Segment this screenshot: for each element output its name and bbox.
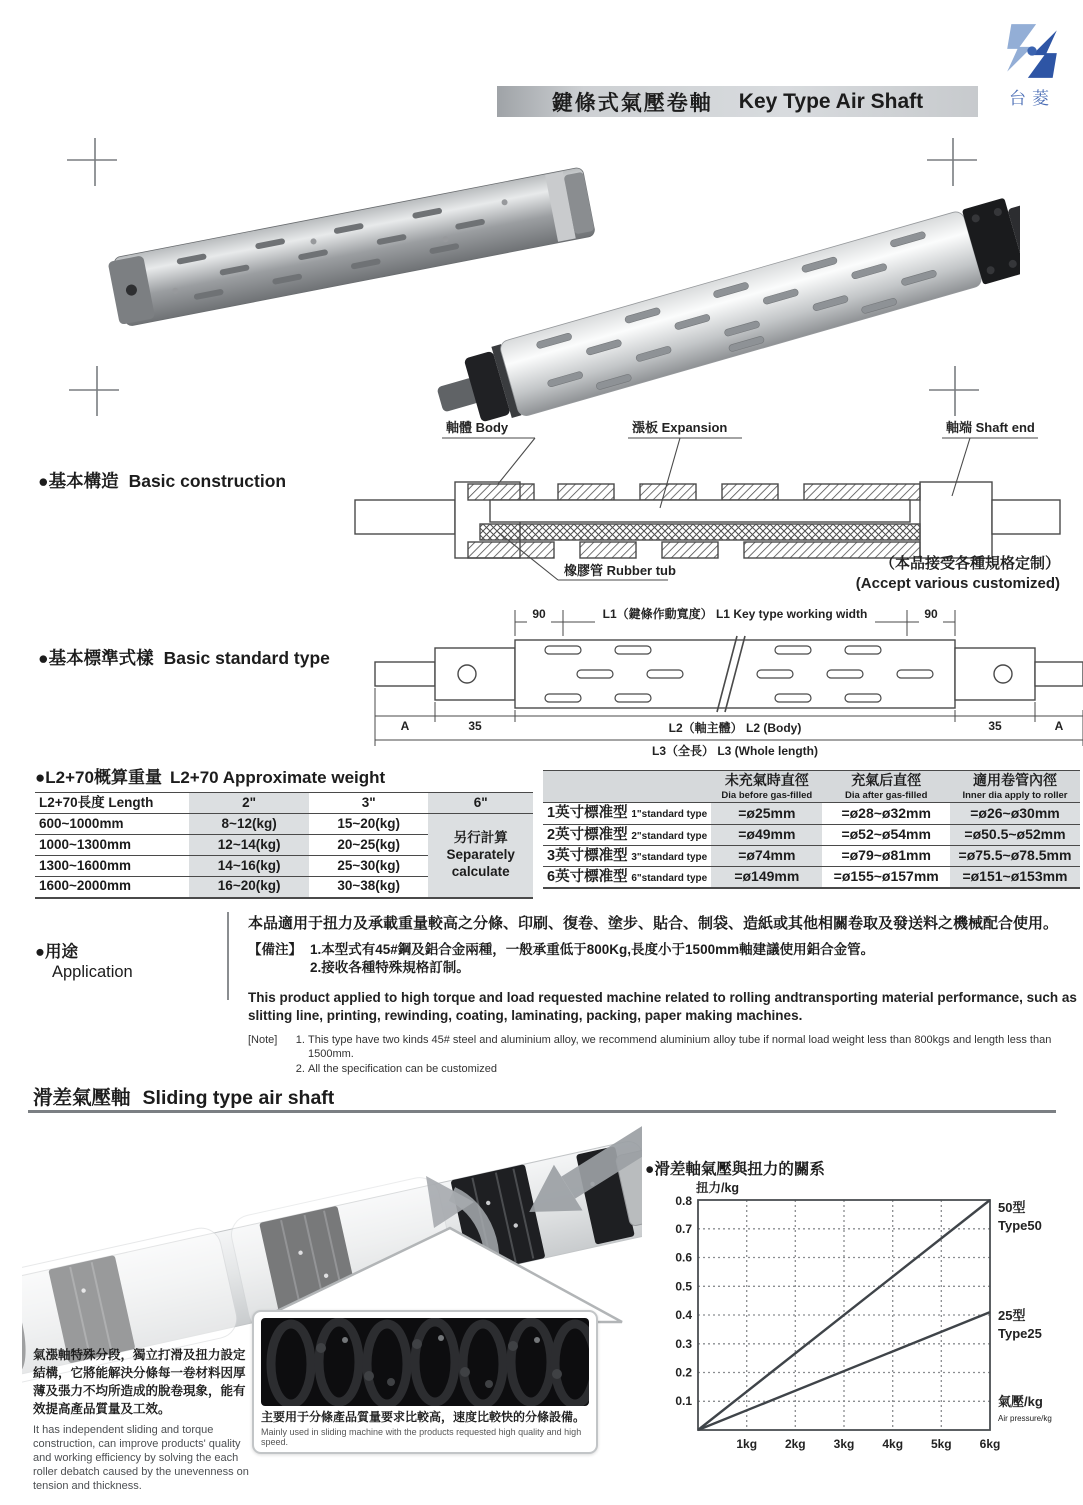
label-rubber-tub: 橡膠管 Rubber tub [564, 563, 676, 578]
weight-table-title [35, 763, 385, 788]
table-cell: =ø25mm [711, 803, 822, 824]
dim-a-left: A [400, 719, 410, 733]
col-header: L2+70長度 Length [35, 793, 189, 814]
application-note-zh: 【備注】 1.本型式有45#鋼及鋁合金兩種，一般承重低于800Kg,長度小于1500mm軸建議使用鋁合金管。 2.接收各種特殊規格訂制。 [248, 942, 875, 976]
table-cell: 30~38(kg) [309, 877, 429, 898]
table-cell: =ø151~ø153mm [950, 866, 1080, 888]
dim-a-right: A [1054, 719, 1064, 733]
application-zh: 本品適用于扭力及承載重量較高之分條、印刷、復卷、塗步、貼合、制袋、造紙或其他相關卷取及發送料之機械配合使用。 [248, 915, 1059, 932]
col-header: 6" [428, 793, 533, 814]
table-cell: 20~25(kg) [309, 835, 429, 856]
table-cell: =ø79~ø81mm [822, 845, 950, 866]
dim-35-left: 35 [468, 719, 482, 733]
series-line [698, 1312, 990, 1430]
x-tick: 3kg [833, 1437, 855, 1451]
weight-table [35, 792, 533, 899]
merged-cell: 另行計算 Separately calculate [428, 814, 533, 898]
section-basic-standard-title [38, 645, 330, 670]
table-cell: 15~20(kg) [309, 814, 429, 835]
col-header: 適用卷管內徑 Inner dia apply to roller [950, 771, 1080, 803]
table-cell: 25~30(kg) [309, 856, 429, 877]
legend-type25-en: Type25 [998, 1326, 1042, 1341]
table-cell: =ø50.5~ø52mm [950, 824, 1080, 845]
y-tick: 0.8 [675, 1194, 692, 1208]
y-axis-label: 扭力/kg [696, 1181, 740, 1195]
inset-caption-en: Mainly used in sliding machine with the products requested high quality and high speed. [261, 1426, 582, 1447]
x-tick: 1kg [736, 1437, 758, 1451]
col-header-empty [543, 771, 711, 803]
section-title-en: Basic standard type [163, 648, 330, 668]
section-sliding-title: 滑差氣壓軸 Sliding type air shaft [33, 1087, 335, 1109]
sliding-description-zh: 氣漲軸特殊分段，獨立打滑及扭力設定結構，它將能解決分條每一卷材料因厚薄及張力不均所造成的脫卷現象，能有效提高產品質量及工效。 [33, 1348, 246, 1417]
row-label: 6英寸標准型 6"standard type [543, 866, 711, 888]
table-cell: =ø75.5~ø78.5mm [950, 845, 1080, 866]
col-header: 3" [309, 793, 429, 814]
dim-l2: L2（軸主體） L2 (Body) [668, 721, 802, 735]
brand-logo [986, 20, 1078, 109]
table-cell: 16~20(kg) [189, 877, 309, 898]
table-row [543, 866, 1080, 888]
label-shaft-end: 軸端 Shaft end [946, 420, 1035, 435]
table-cell: 1600~2000mm [35, 877, 189, 898]
x-axis-label-en: Air pressure/kg [998, 1414, 1052, 1423]
x-tick: 6kg [979, 1437, 1001, 1451]
table-header-row [35, 793, 533, 814]
table-cell: 8~12(kg) [189, 814, 309, 835]
sliding-description [33, 1346, 255, 1493]
table-cell: 14~16(kg) [189, 856, 309, 877]
x-tick: 4kg [882, 1437, 904, 1451]
section-title-en: Basic construction [128, 471, 287, 491]
weight-table-title-en: L2+70 Approximate weight [169, 768, 386, 787]
brand-logo-text: 台菱 [1009, 89, 1055, 108]
y-tick: 0.5 [675, 1279, 692, 1294]
torque-pressure-chart [650, 1180, 1082, 1462]
x-tick: 5kg [930, 1437, 952, 1451]
table-row [543, 824, 1080, 845]
row-label: 1英寸標准型 1"standard type [543, 803, 711, 824]
dim-l1: L1（鍵條作動寬度） L1 Key type working width [602, 607, 868, 621]
page-title-zh: 鍵條式氣壓卷軸 [551, 91, 713, 115]
dim-90-right: 90 [924, 607, 938, 621]
inset-caption-zh: 主要用于分條產品質量要求比較高，速度比較快的分條設備。 [261, 1410, 586, 1424]
section-application-title-en: Application [52, 963, 133, 981]
table-header-row [543, 771, 1080, 803]
table-cell: =ø74mm [711, 845, 822, 866]
y-tick: 0.6 [675, 1250, 692, 1265]
table-cell: 1000~1300mm [35, 835, 189, 856]
product-photo [55, 138, 1020, 428]
row-label: 2英寸標准型 2"standard type [543, 824, 711, 845]
x-axis-label-zh: 氣壓/kg [998, 1394, 1043, 1409]
customized-note-en: (Accept various customized) [855, 575, 1060, 592]
y-tick: 0.7 [675, 1221, 692, 1236]
table-cell: =ø49mm [711, 824, 822, 845]
weight-table-title-zh: ●L2+70概算重量 [35, 768, 162, 787]
inset-photo [261, 1318, 589, 1406]
basic-construction-diagram [350, 412, 1062, 604]
divider [28, 1110, 1056, 1113]
x-tick: 2kg [784, 1437, 806, 1451]
legend-type50-en: Type50 [998, 1218, 1042, 1233]
diameter-table [543, 770, 1080, 889]
page-title [497, 86, 978, 117]
section-title-zh: ●基本標準式樣 [38, 648, 154, 668]
inset-photo-box [252, 1310, 598, 1454]
table-cell: =ø155~ø157mm [822, 866, 950, 888]
section-application-title-zh: ●用途 [35, 943, 78, 961]
page-title-en: Key Type Air Shaft [738, 89, 924, 113]
col-header: 未充氣時直徑 Dia before gas-filled [711, 771, 822, 803]
table-cell: =ø28~ø32mm [822, 803, 950, 824]
dim-35-right: 35 [988, 719, 1002, 733]
y-tick: 0.4 [675, 1308, 692, 1322]
chart-title: ●滑差軸氣壓與扭力的關系 [645, 1161, 825, 1178]
table-cell: =ø149mm [711, 866, 822, 888]
legend-type50-zh: 50型 [998, 1200, 1026, 1215]
table-cell: 600~1000mm [35, 814, 189, 835]
section-basic-construction-title [38, 468, 286, 493]
table-cell: =ø52~ø54mm [822, 824, 950, 845]
sliding-description-en: It has independent sliding and torque construction, can improve products' quality and working efficiency by solving the each roller debatch caused by the unevenness on tension and thickness. [33, 1423, 249, 1492]
col-header: 2" [189, 793, 309, 814]
table-row [543, 845, 1080, 866]
customized-note-zh: （本品接受各種規格定制） [879, 555, 1060, 572]
table-row [543, 803, 1080, 824]
application-note-en: [Note] 1. This type have two kinds 45# steel and aluminium alloy, we recommend aluminium alloy tube if normal load weight less than 800kgs and length less than 1500mm. 2. All the specification can be customized [248, 1033, 1080, 1076]
brand-logo-icon [1001, 20, 1063, 82]
application-text [248, 913, 1080, 1076]
row-label: 3英寸標准型 3"standard type [543, 845, 711, 866]
table-row [35, 814, 533, 835]
section-title-zh: ●基本構造 [38, 471, 119, 491]
y-tick: 0.2 [675, 1365, 692, 1380]
y-tick: 0.1 [675, 1394, 692, 1408]
label-expansion: 漲板 Expansion [632, 420, 728, 435]
y-tick: 0.3 [675, 1336, 692, 1351]
dim-90-left: 90 [532, 607, 546, 621]
table-cell: =ø26~ø30mm [950, 803, 1080, 824]
label-body: 軸體 Body [446, 420, 509, 435]
legend-type25-zh: 25型 [998, 1308, 1026, 1323]
basic-standard-diagram [345, 592, 1083, 760]
table-cell: 1300~1600mm [35, 856, 189, 877]
air-shaft-photo-left [107, 167, 595, 328]
dim-l3: L3（全長） L3 (Whole length) [652, 744, 818, 758]
table-cell: 12~14(kg) [189, 835, 309, 856]
col-header: 充氣后直徑 Dia after gas-filled [822, 771, 950, 803]
divider [227, 912, 229, 1000]
application-en: This product applied to high torque and load requested machine related to rolling andtransporting material performance, such as slitting line, printing, rewinding, coating, laminating, packing, paper making machines. [248, 990, 1077, 1024]
